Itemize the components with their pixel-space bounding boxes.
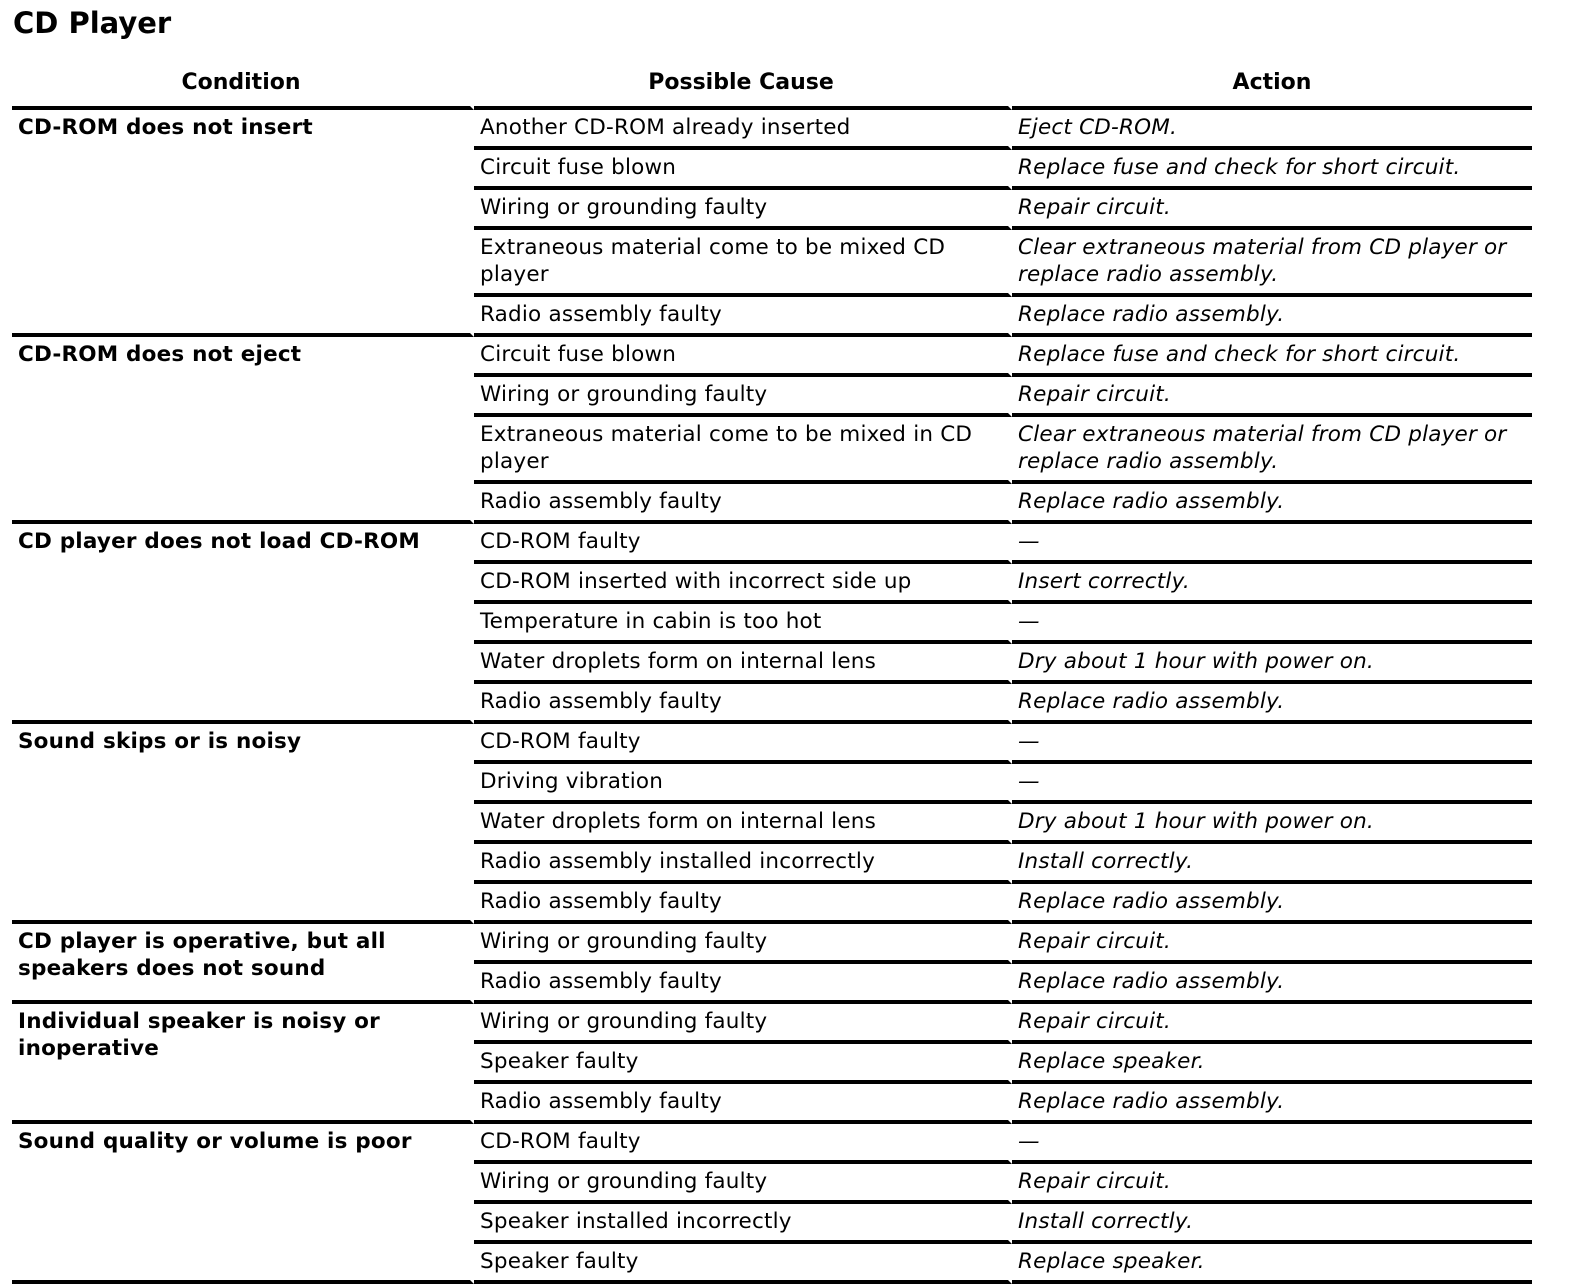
action-cell: — — [1012, 604, 1532, 644]
action-cell: Insert correctly. — [1012, 564, 1532, 604]
action-cell: Replace speaker. — [1012, 1044, 1532, 1084]
condition-cell: Sound quality or volume is poor — [12, 1124, 474, 1284]
action-cell: Replace radio assembly. — [1012, 297, 1532, 337]
action-cell: Eject CD-ROM. — [1012, 110, 1532, 150]
cause-cell: CD-ROM inserted with incorrect side up — [474, 564, 1012, 604]
action-cell: Repair circuit. — [1012, 1164, 1532, 1204]
cause-cell: Circuit fuse blown — [474, 150, 1012, 190]
action-cell: Replace radio assembly. — [1012, 1084, 1532, 1124]
cause-cell: CD-ROM faulty — [474, 524, 1012, 564]
action-cell: — — [1012, 1124, 1532, 1164]
action-cell: Replace radio assembly. — [1012, 684, 1532, 724]
condition-cell: Individual speaker is noisy or inoperative — [12, 1004, 474, 1124]
condition-cell: CD-ROM does not eject — [12, 337, 474, 524]
table-row — [12, 337, 1532, 377]
action-cell: Repair circuit. — [1012, 1004, 1532, 1044]
page-title: CD Player — [13, 6, 172, 40]
action-cell: Dry about 1 hour with power on. — [1012, 804, 1532, 844]
cause-cell: Wiring or grounding faulty — [474, 377, 1012, 417]
cause-cell: Extraneous material come to be mixed in CD player — [474, 417, 1012, 484]
action-cell: Replace speaker. — [1012, 1244, 1532, 1284]
cause-cell: Circuit fuse blown — [474, 337, 1012, 377]
cause-cell: Water droplets form on internal lens — [474, 644, 1012, 684]
action-cell: Repair circuit. — [1012, 190, 1532, 230]
table-row — [12, 924, 1532, 964]
cause-cell: Radio assembly faulty — [474, 297, 1012, 337]
troubleshooting-table — [12, 62, 1532, 1284]
cause-cell: Radio assembly faulty — [474, 684, 1012, 724]
cause-cell: Radio assembly installed incorrectly — [474, 844, 1012, 884]
cause-cell: Water droplets form on internal lens — [474, 804, 1012, 844]
action-cell: Clear extraneous material from CD player or replace radio assembly. — [1012, 417, 1532, 484]
cause-cell: Extraneous material come to be mixed CD player — [474, 230, 1012, 297]
cause-cell: Driving vibration — [474, 764, 1012, 804]
condition-cell: Sound skips or is noisy — [12, 724, 474, 924]
action-cell: Install correctly. — [1012, 1204, 1532, 1244]
cause-cell: Radio assembly faulty — [474, 1084, 1012, 1124]
cause-cell: Radio assembly faulty — [474, 964, 1012, 1004]
cause-cell: Speaker faulty — [474, 1044, 1012, 1084]
action-cell: Dry about 1 hour with power on. — [1012, 644, 1532, 684]
action-cell: — — [1012, 764, 1532, 804]
table-body — [12, 110, 1532, 1284]
condition-cell: CD-ROM does not insert — [12, 110, 474, 337]
action-cell: Replace radio assembly. — [1012, 484, 1532, 524]
table-row — [12, 1004, 1532, 1044]
table-row — [12, 724, 1532, 764]
action-cell: — — [1012, 724, 1532, 764]
table-row — [12, 524, 1532, 564]
action-cell: Replace fuse and check for short circuit. — [1012, 337, 1532, 377]
action-cell: Install correctly. — [1012, 844, 1532, 884]
cause-cell: Wiring or grounding faulty — [474, 1164, 1012, 1204]
table-row — [12, 110, 1532, 150]
table-header-row — [12, 62, 1532, 110]
cause-cell: CD-ROM faulty — [474, 1124, 1012, 1164]
condition-cell: CD player is operative, but all speakers does not sound — [12, 924, 474, 1004]
header-action: Action — [1012, 62, 1532, 110]
cause-cell: Speaker faulty — [474, 1244, 1012, 1284]
action-cell: Clear extraneous material from CD player or replace radio assembly. — [1012, 230, 1532, 297]
cause-cell: Speaker installed incorrectly — [474, 1204, 1012, 1244]
condition-cell: CD player does not load CD-ROM — [12, 524, 474, 724]
cause-cell: Radio assembly faulty — [474, 484, 1012, 524]
action-cell: Replace fuse and check for short circuit. — [1012, 150, 1532, 190]
cause-cell: Another CD-ROM already inserted — [474, 110, 1012, 150]
cause-cell: Wiring or grounding faulty — [474, 1004, 1012, 1044]
cause-cell: Radio assembly faulty — [474, 884, 1012, 924]
action-cell: Repair circuit. — [1012, 924, 1532, 964]
cause-cell: Temperature in cabin is too hot — [474, 604, 1012, 644]
action-cell: — — [1012, 524, 1532, 564]
cause-cell: CD-ROM faulty — [474, 724, 1012, 764]
cause-cell: Wiring or grounding faulty — [474, 924, 1012, 964]
action-cell: Repair circuit. — [1012, 377, 1532, 417]
header-possible-cause: Possible Cause — [474, 62, 1012, 110]
table-row — [12, 1124, 1532, 1164]
action-cell: Replace radio assembly. — [1012, 884, 1532, 924]
header-condition: Condition — [12, 62, 474, 110]
cause-cell: Wiring or grounding faulty — [474, 190, 1012, 230]
action-cell: Replace radio assembly. — [1012, 964, 1532, 1004]
